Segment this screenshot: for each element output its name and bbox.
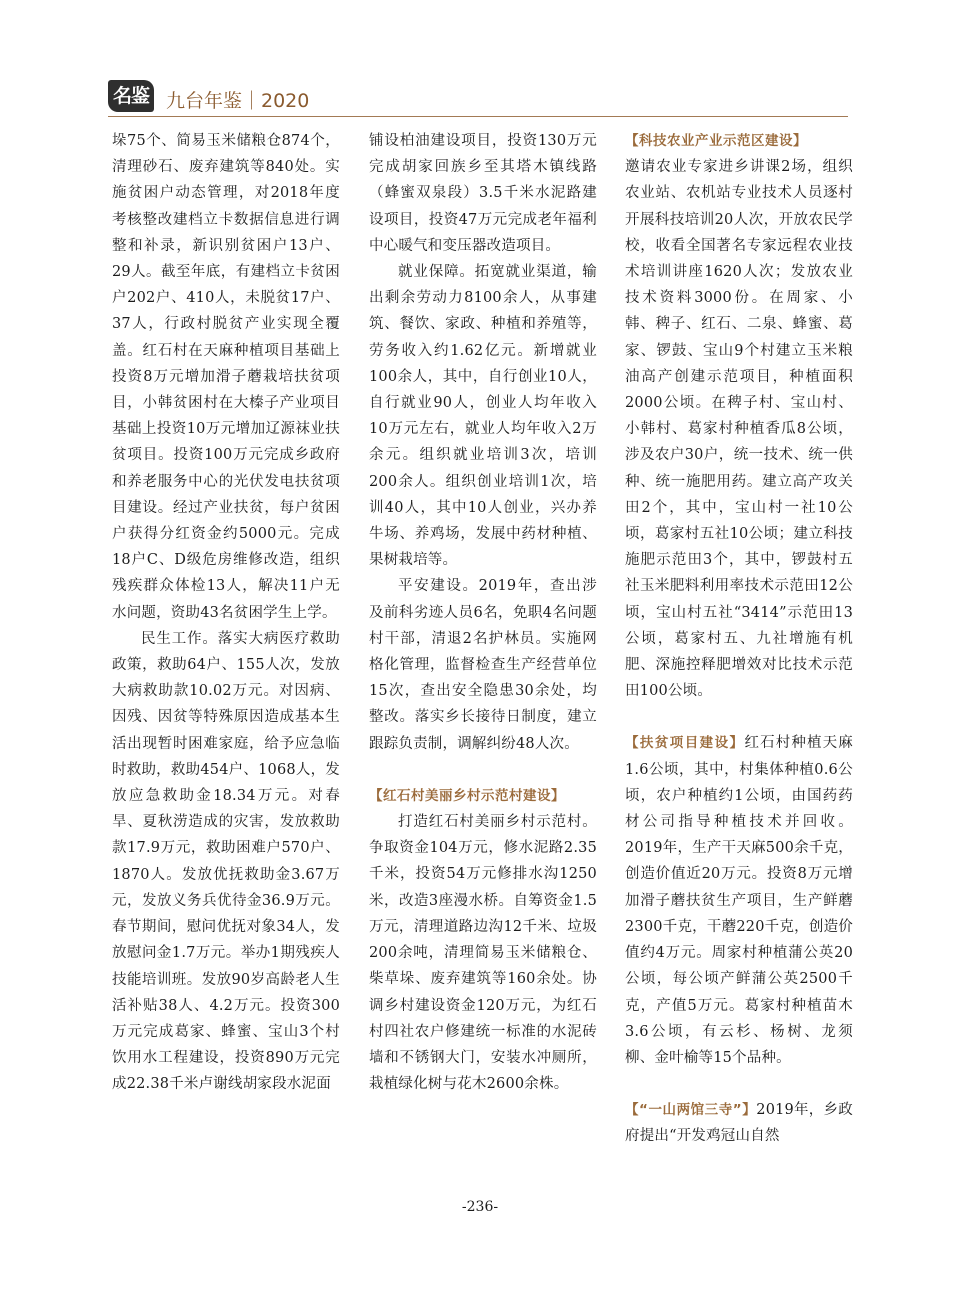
text-poverty-projects: 红石村种植天麻1.6公顷，其中，村集体种植0.6公顷，农户种植约1公顷，由国药药材公司指导种植技术并回收。2019年，生产干天麻500余千克，创造价值近20万元。投资8万元增加滑子蘑扶贫生产项目，生产鲜蘑2300千克，干蘑220千克，创造价值约4万元。周家村种植蒲公英20公顷，每公顷产鲜蒲公英2500千克，产值5万元。葛家村种植苗木3.6公顷，有云杉、杨树、龙须柳、金叶榆等15个品种。	[625, 735, 853, 1066]
column-2	[369, 128, 597, 1097]
paragraph-poverty-projects	[625, 730, 853, 1071]
paragraph-poverty-continued: 垛75个、简易玉米储粮仓874个，清理砂石、废弃建筑等840处。实施贫困户动态管理，对2018年度考核整改建档立卡数据信息进行调整和补录，新识别贫困户13户、29人。截至年底，有建档立卡贫困户202户、410人，未脱贫17户、37人，行政村脱贫产业实现全覆盖。红石村在天麻种植项目基础上投资8万元增加滑子蘑栽培扶贫项目，小韩贫困村在大榛子产业项目基础上投资10万元增加辽源袜业扶贫项目。投资100万元完成乡政府和养老服务中心的光伏发电扶贫项目建设。经过产业扶贫，每户贫困户获得分红资金约5000元。完成18户C、D级危房维修改造，组织残疾群众体检13人，解决11户无水问题，资助43名贫困学生上学。	[112, 133, 340, 621]
section-gap	[369, 757, 597, 783]
paragraph-mountain-temples	[625, 1097, 853, 1149]
paragraph-safety: 平安建设。2019年，查出涉及前科劣迹人员6名，免职4名问题村干部，清退2名护林员。实施网格化管理，监督检查生产经营单位15次，查出安全隐患30余处，均整改。落实乡长接待日制度，建立跟踪负责制，调解纠纷48人次。	[369, 578, 597, 752]
section-title-mountain-temples: 【“一山两馆三寺”】	[625, 1102, 757, 1119]
section-hongshi	[369, 783, 597, 809]
page-header	[108, 80, 848, 114]
section-gap	[625, 1071, 853, 1097]
column-1	[112, 128, 340, 1098]
section-gap	[625, 704, 853, 730]
paragraph-road-continued: 铺设柏油建设项目，投资130万元完成胡家回族乡至其塔木镇线路（蜂蜜双泉段）3.5千米水泥路建设项目，投资47万元完成老年福利中心暖气和变压器改造项目。	[369, 133, 597, 254]
yearbook-title: 九台年鉴｜2020	[166, 90, 310, 112]
column-3	[625, 128, 853, 1150]
yearbook-logo: 名鉴	[108, 80, 154, 112]
header-rule	[108, 116, 848, 117]
section-title-agri-tech: 【科技农业产业示范区建设】	[625, 133, 807, 149]
paragraph-employment: 就业保障。拓宽就业渠道，输出剩余劳动力8100余人，从事建筑、餐饮、家政、种植和养殖等，劳务收入约1.62亿元。新增就业100余人，其中，自行创业10人，自行就业90人，创业人均年收入10万元左右，就业人均年收入2万余元。组织就业培训3次，培训200余人。组织创业培训1次，培训40人，其中10人创业，兴办养牛场、养鸡场，发展中药材种植、果树栽培等。	[369, 264, 597, 569]
section-title-poverty-projects: 【扶贫项目建设】	[625, 735, 745, 752]
section-title-hongshi: 【红石村美丽乡村示范村建设】	[369, 787, 565, 804]
paragraph-hongshi: 打造红石村美丽乡村示范村。争取资金104万元，修水泥路2.35千米，投资54万元修排水沟1250米，改造3座漫水桥。自筹资金1.5万元，清理道路边沟12千米、垃圾200余吨，清理简易玉米储粮仓、柴草垛、废弃建筑等160余处。协调乡村建设资金120万元，为红石村四社农户修建统一标准的水泥砖墙和不锈钢大门，安装水冲厕所，栽植绿化树与花木2600余株。	[369, 814, 597, 1093]
text-mountain-temples: 2019年，乡政府提出“开发鸡冠山自然	[625, 1102, 853, 1145]
paragraph-livelihood: 民生工作。落实大病医疗救助政策，救助64户、155人次，发放大病救助款10.02万元。对因病、因残、因贫等特殊原因造成基本生活出现暂时困难家庭，给予应急临时救助，救助454户、1068人，发放应急救助金18.34万元。对春旱、夏秋涝造成的灾害，发放救助款17.9万元，救助困难户570户、1870人。发放优抚救助金3.67万元，发放义务兵优待金36.9万元。春节期间，慰问优抚对象34人，发放慰问金1.7万元。举办1期残疾人技能培训班。发放90岁高龄老人生活补贴38人、4.2万元。投资300万元完成葛家、蜂蜜、宝山3个村饮用水工程建设，投资890万元完成22.38千米卢谢线胡家段水泥面	[112, 630, 340, 1093]
page-number: -236-	[461, 1199, 499, 1215]
paragraph-agri-tech: 邀请农业专家进乡讲课2场，组织农业站、农机站专业技术人员逐村开展科技培训20人次，开放农民学校，收看全国著名专家远程农业技术培训讲座1620人次；发放农业技术资料3000份。在周家、小韩、稗子、红石、二泉、蜂蜜、葛家、锣鼓、宝山9个村建立玉米粮油高产创建示范项目，种植面积2000公顷。在稗子村、宝山村、小韩村、葛家村种植香瓜8公顷，涉及农户30户，统一技术、统一供种、统一施肥用药。建立高产攻关田2个，其中，宝山村一社10公顷，葛家村五社10公顷；建立科技施肥示范田3个，其中，锣鼓村五社玉米肥料利用率技术示范田12公顷，宝山村五社“3414”示范田13公顷，葛家村五、九社增施有机肥、深施控释肥增效对比技术示范田100公顷。	[625, 159, 853, 700]
section-agri-tech	[625, 128, 853, 154]
